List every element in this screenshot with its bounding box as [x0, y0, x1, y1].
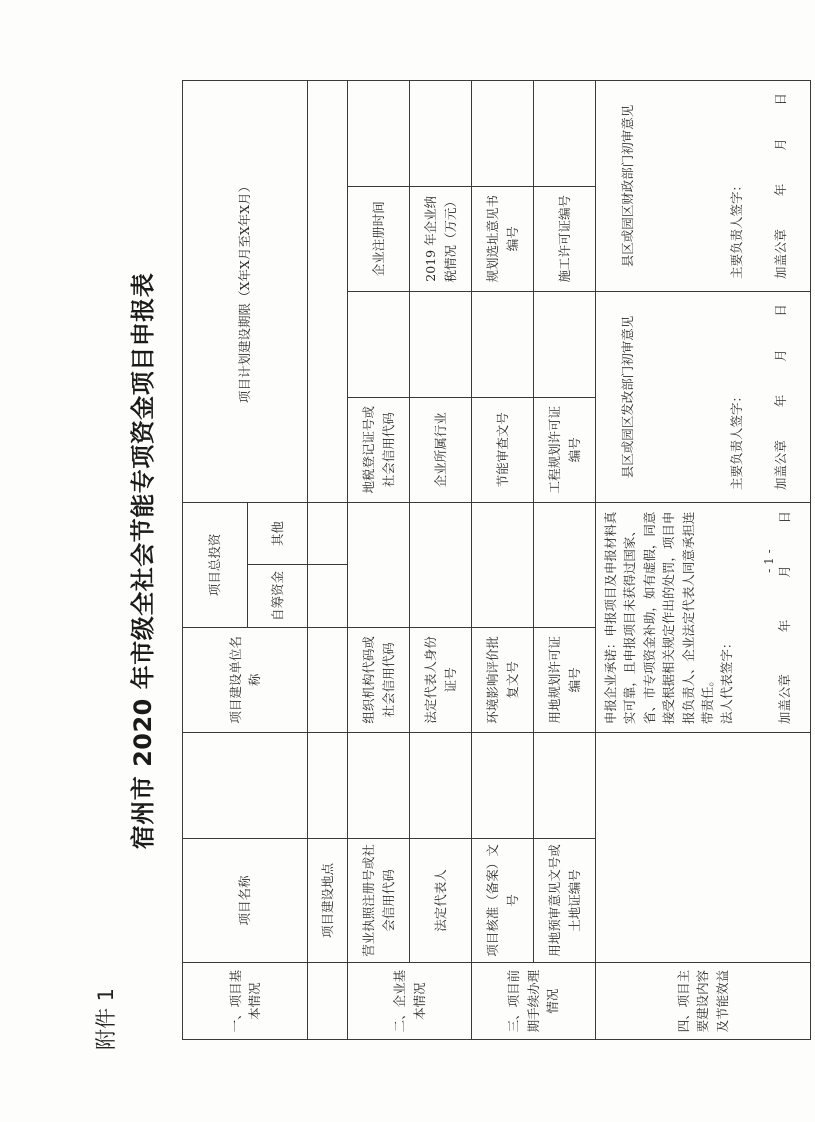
drc-opinion-title: 县区或园区发改部门初审意见	[620, 315, 635, 479]
month-label: 月	[772, 349, 788, 362]
page-number: - 1 -	[762, 549, 776, 573]
month-label: 月	[772, 138, 788, 151]
value-site-doc[interactable]	[472, 81, 534, 187]
annex-label: 附件 1	[94, 987, 118, 1050]
value-project-name[interactable]	[183, 733, 308, 838]
value-approval-doc[interactable]	[472, 733, 534, 838]
finance-opinion-title: 县区或园区财政部门初审意见	[620, 104, 635, 268]
value-other-funds[interactable]	[308, 503, 348, 565]
section-content-benefits: 四、项目主要建设内容及节能效益	[596, 963, 811, 1040]
label-energy-doc: 节能审查文号	[472, 397, 534, 502]
label-org-code: 组织机构代码或社会信用代码	[348, 627, 410, 732]
value-legal-rep[interactable]	[410, 733, 472, 838]
day-label: 日	[772, 304, 788, 317]
value-tax-2019[interactable]	[410, 81, 472, 187]
section-basic-info: 一、项目基本情况	[183, 963, 308, 1040]
label-eng-plan-doc: 工程规划许可证编号	[534, 397, 596, 502]
value-construction-period[interactable]	[308, 81, 348, 503]
value-self-funds[interactable]	[308, 565, 348, 627]
drc-opinion-cell	[596, 292, 811, 503]
form-title: 宿州市 2020 年市级全社会节能专项资金项目申报表	[129, 272, 157, 850]
value-construction-doc[interactable]	[534, 81, 596, 187]
year-label: 年	[776, 619, 792, 633]
label-reg-time: 企业注册时间	[348, 186, 410, 291]
value-industry[interactable]	[410, 292, 472, 397]
label-eia-doc: 环境影响评价批复文号	[472, 627, 534, 732]
value-eng-plan-doc[interactable]	[534, 292, 596, 397]
seal-label: 加盖公章	[772, 229, 788, 280]
commitment-seal-line	[775, 511, 794, 724]
value-land-plan-doc[interactable]	[534, 503, 596, 628]
label-project-location: 项目建设地点	[308, 838, 348, 963]
label-unit-name: 项目建设单位名称	[183, 627, 308, 732]
year-label: 年	[772, 394, 788, 408]
seal-label: 加盖公章	[776, 674, 792, 725]
commitment-text: 申报企业承诺：申报项目及申报材料真实可靠，且申报项目未获得过国家、省、市专项资金补助，如有虚假，同意接受根据相关规定作出的处罚，项目申报负责人、企业法定代表人同意承担连带责任。	[603, 511, 715, 725]
finance-opinion-cell	[596, 81, 811, 292]
section-enterprise-info: 二、企业基本情况	[348, 963, 472, 1040]
value-tax-code[interactable]	[348, 292, 410, 397]
label-approval-doc: 项目核准（备案）文号	[472, 838, 534, 963]
label-site-doc: 规划选址意见书编号	[472, 186, 534, 291]
seal-label: 加盖公章	[772, 439, 788, 490]
legal-signature-label: 法人代表签字：	[719, 636, 735, 725]
value-land-doc[interactable]	[534, 733, 596, 838]
value-eia-doc[interactable]	[472, 503, 534, 628]
label-other-funds: 其他	[248, 503, 308, 565]
value-legal-id[interactable]	[410, 503, 472, 628]
label-business-license: 营业执照注册号或社会信用代码	[348, 838, 410, 963]
finance-signature-label: 主要负责人签字：	[729, 179, 745, 280]
section-procedures: 三、项目前期手续办理情况	[472, 963, 596, 1040]
value-content-benefits[interactable]	[596, 733, 811, 963]
year-label: 年	[772, 183, 788, 197]
value-unit-name[interactable]	[308, 627, 348, 732]
label-project-name: 项目名称	[183, 838, 308, 963]
label-construction-period: 项目计划建设期限（X年X月至X年X月）	[183, 81, 308, 503]
day-label: 日	[776, 511, 792, 524]
label-industry: 企业所属行业	[410, 397, 472, 502]
spacer-basic-info	[308, 963, 348, 1040]
label-land-doc: 用地预审意见文号或土地证编号	[534, 838, 596, 963]
value-reg-time[interactable]	[348, 81, 410, 187]
label-land-plan-doc: 用地规划许可证编号	[534, 627, 596, 732]
label-construction-doc: 施工许可证编号	[534, 186, 596, 291]
value-project-location[interactable]	[308, 733, 348, 838]
month-label: 月	[776, 565, 792, 578]
value-business-license[interactable]	[348, 733, 410, 838]
label-total-investment: 项目总投资	[183, 503, 248, 628]
day-label: 日	[772, 93, 788, 106]
value-org-code[interactable]	[348, 503, 410, 628]
label-legal-rep: 法定代表人	[410, 838, 472, 963]
label-self-funds: 自筹资金	[248, 565, 308, 627]
label-tax-code: 地税登记证号或社会信用代码	[348, 397, 410, 502]
drc-signature-label: 主要负责人签字：	[729, 389, 745, 490]
label-tax-2019: 2019 年企业纳税情况（万元）	[410, 186, 472, 291]
value-energy-doc[interactable]	[472, 292, 534, 397]
application-table	[182, 80, 811, 1040]
enterprise-commitment	[596, 503, 811, 733]
label-legal-id: 法定代表人身份证号	[410, 627, 472, 732]
